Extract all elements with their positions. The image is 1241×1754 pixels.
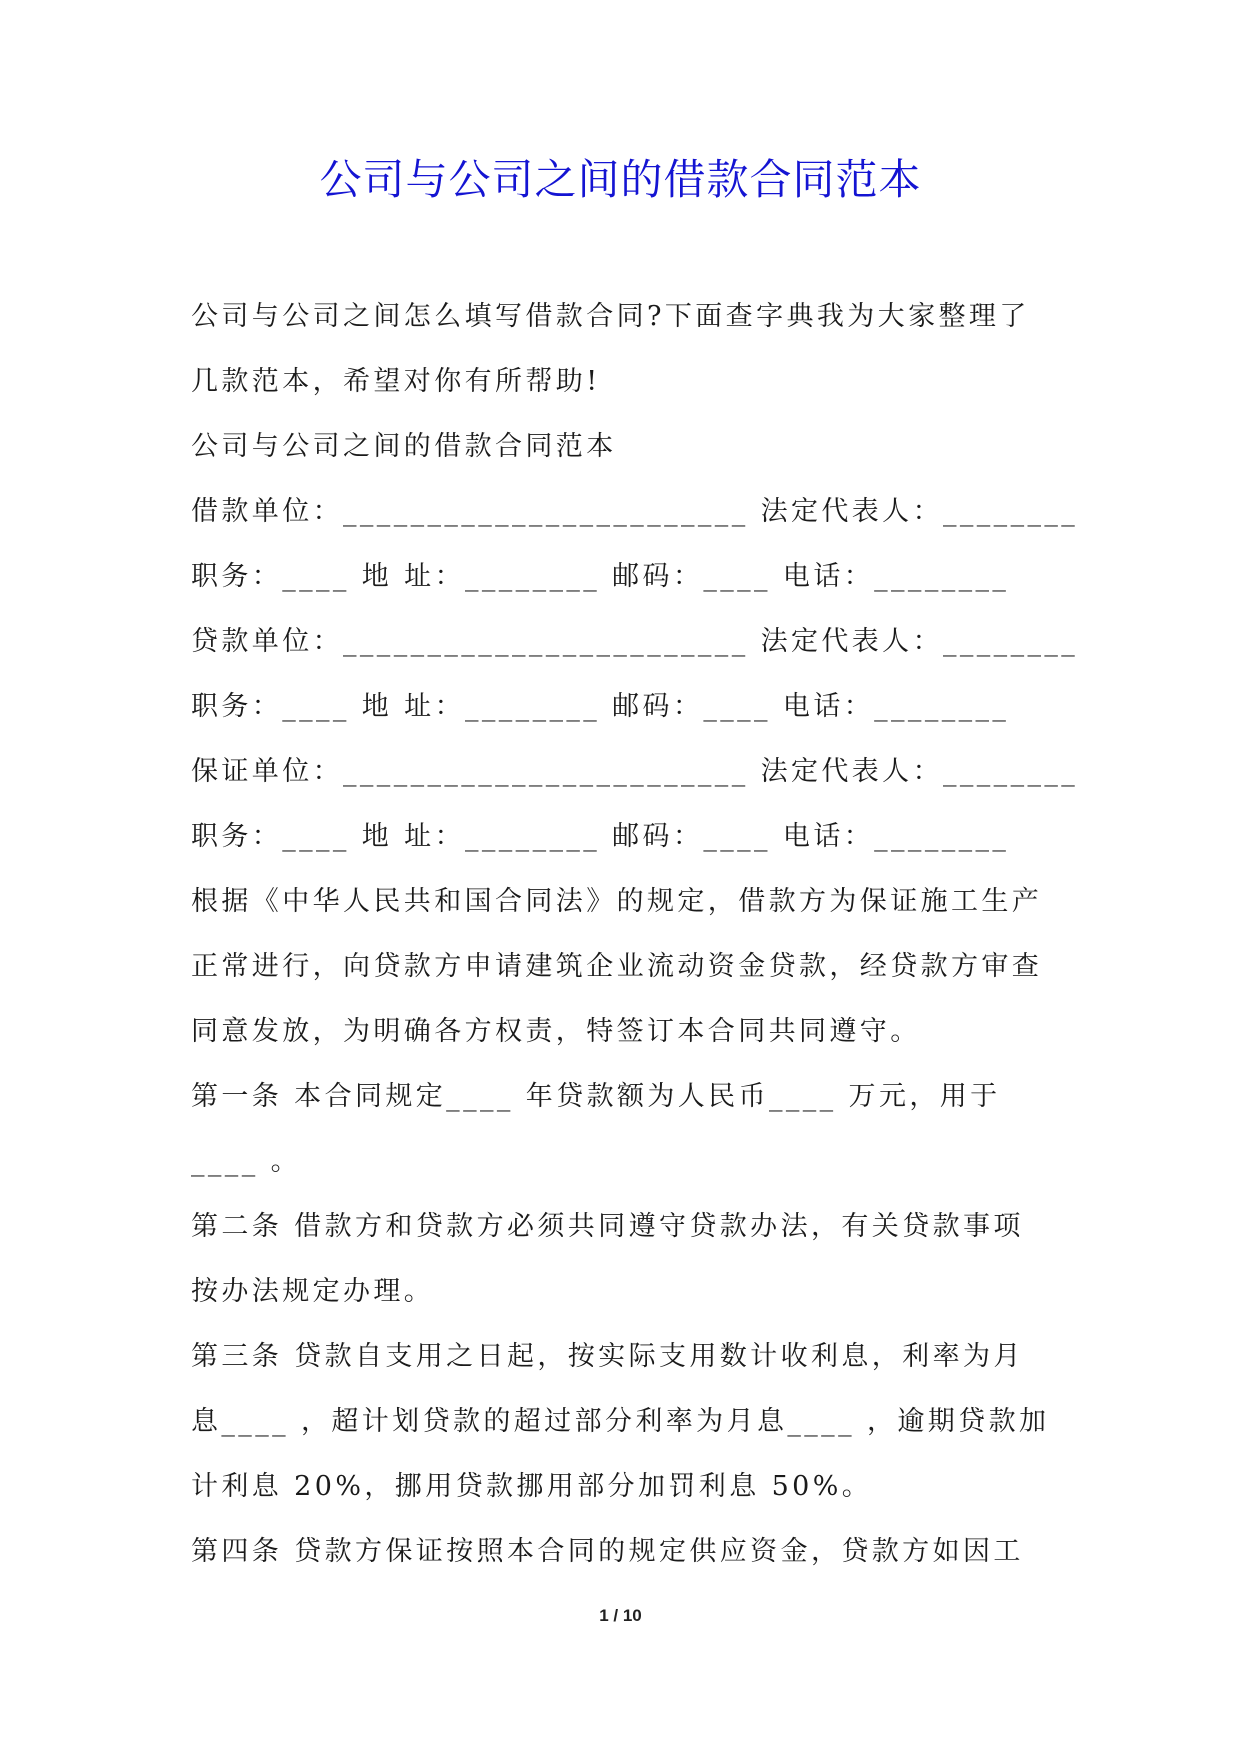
page-number: 1 / 10 (599, 1606, 642, 1625)
borrower-details-line: 职务：____ 地 址：________ 邮码：____ 电话：________ (191, 561, 1010, 592)
article-line: 第三条 贷款自支用之日起，按实际支用数计收利息，利率为月 (191, 1341, 1024, 1372)
article-line: 息____ ，超计划贷款的超过部分利率为月息____ ，逾期贷款加 (191, 1406, 1050, 1437)
article-line: 按办法规定办理。 (191, 1276, 435, 1307)
section-heading: 公司与公司之间的借款合同范本 (191, 431, 617, 462)
article-line: 第一条 本合同规定____ 年贷款额为人民币____ 万元，用于 (191, 1081, 1001, 1112)
article-line: 第二条 借款方和贷款方必须共同遵守贷款办法，有关贷款事项 (191, 1211, 1024, 1242)
paragraph-line: 几款范本，希望对你有所帮助! (191, 366, 601, 397)
guarantor-details-line: 职务：____ 地 址：________ 邮码：____ 电话：________ (191, 821, 1010, 852)
paragraph-line: 公司与公司之间怎么填写借款合同?下面查字典我为大家整理了 (191, 301, 1030, 332)
borrower-unit-line: 借款单位：________________________ 法定代表人：________ (191, 496, 1079, 527)
document-body (191, 284, 1079, 1584)
document-title: 公司与公司之间的借款合同范本 (319, 155, 922, 204)
article-line: 计利息 20%，挪用贷款挪用部分加罚利息 50%。 (191, 1471, 873, 1502)
paragraph-line: 正常进行，向贷款方申请建筑企业流动资金贷款，经贷款方审查 (191, 951, 1043, 982)
paragraph-line: 同意发放，为明确各方权责，特签订本合同共同遵守。 (191, 1016, 921, 1047)
guarantor-unit-line: 保证单位：________________________ 法定代表人：________ (191, 756, 1079, 787)
article-line: 第四条 贷款方保证按照本合同的规定供应资金，贷款方如因工 (191, 1536, 1024, 1567)
article-line: ____ 。 (191, 1146, 301, 1177)
lender-unit-line: 贷款单位：________________________ 法定代表人：________ (191, 626, 1079, 657)
lender-details-line: 职务：____ 地 址：________ 邮码：____ 电话：________ (191, 691, 1010, 722)
paragraph-line: 根据《中华人民共和国合同法》的规定，借款方为保证施工生产 (191, 886, 1043, 917)
